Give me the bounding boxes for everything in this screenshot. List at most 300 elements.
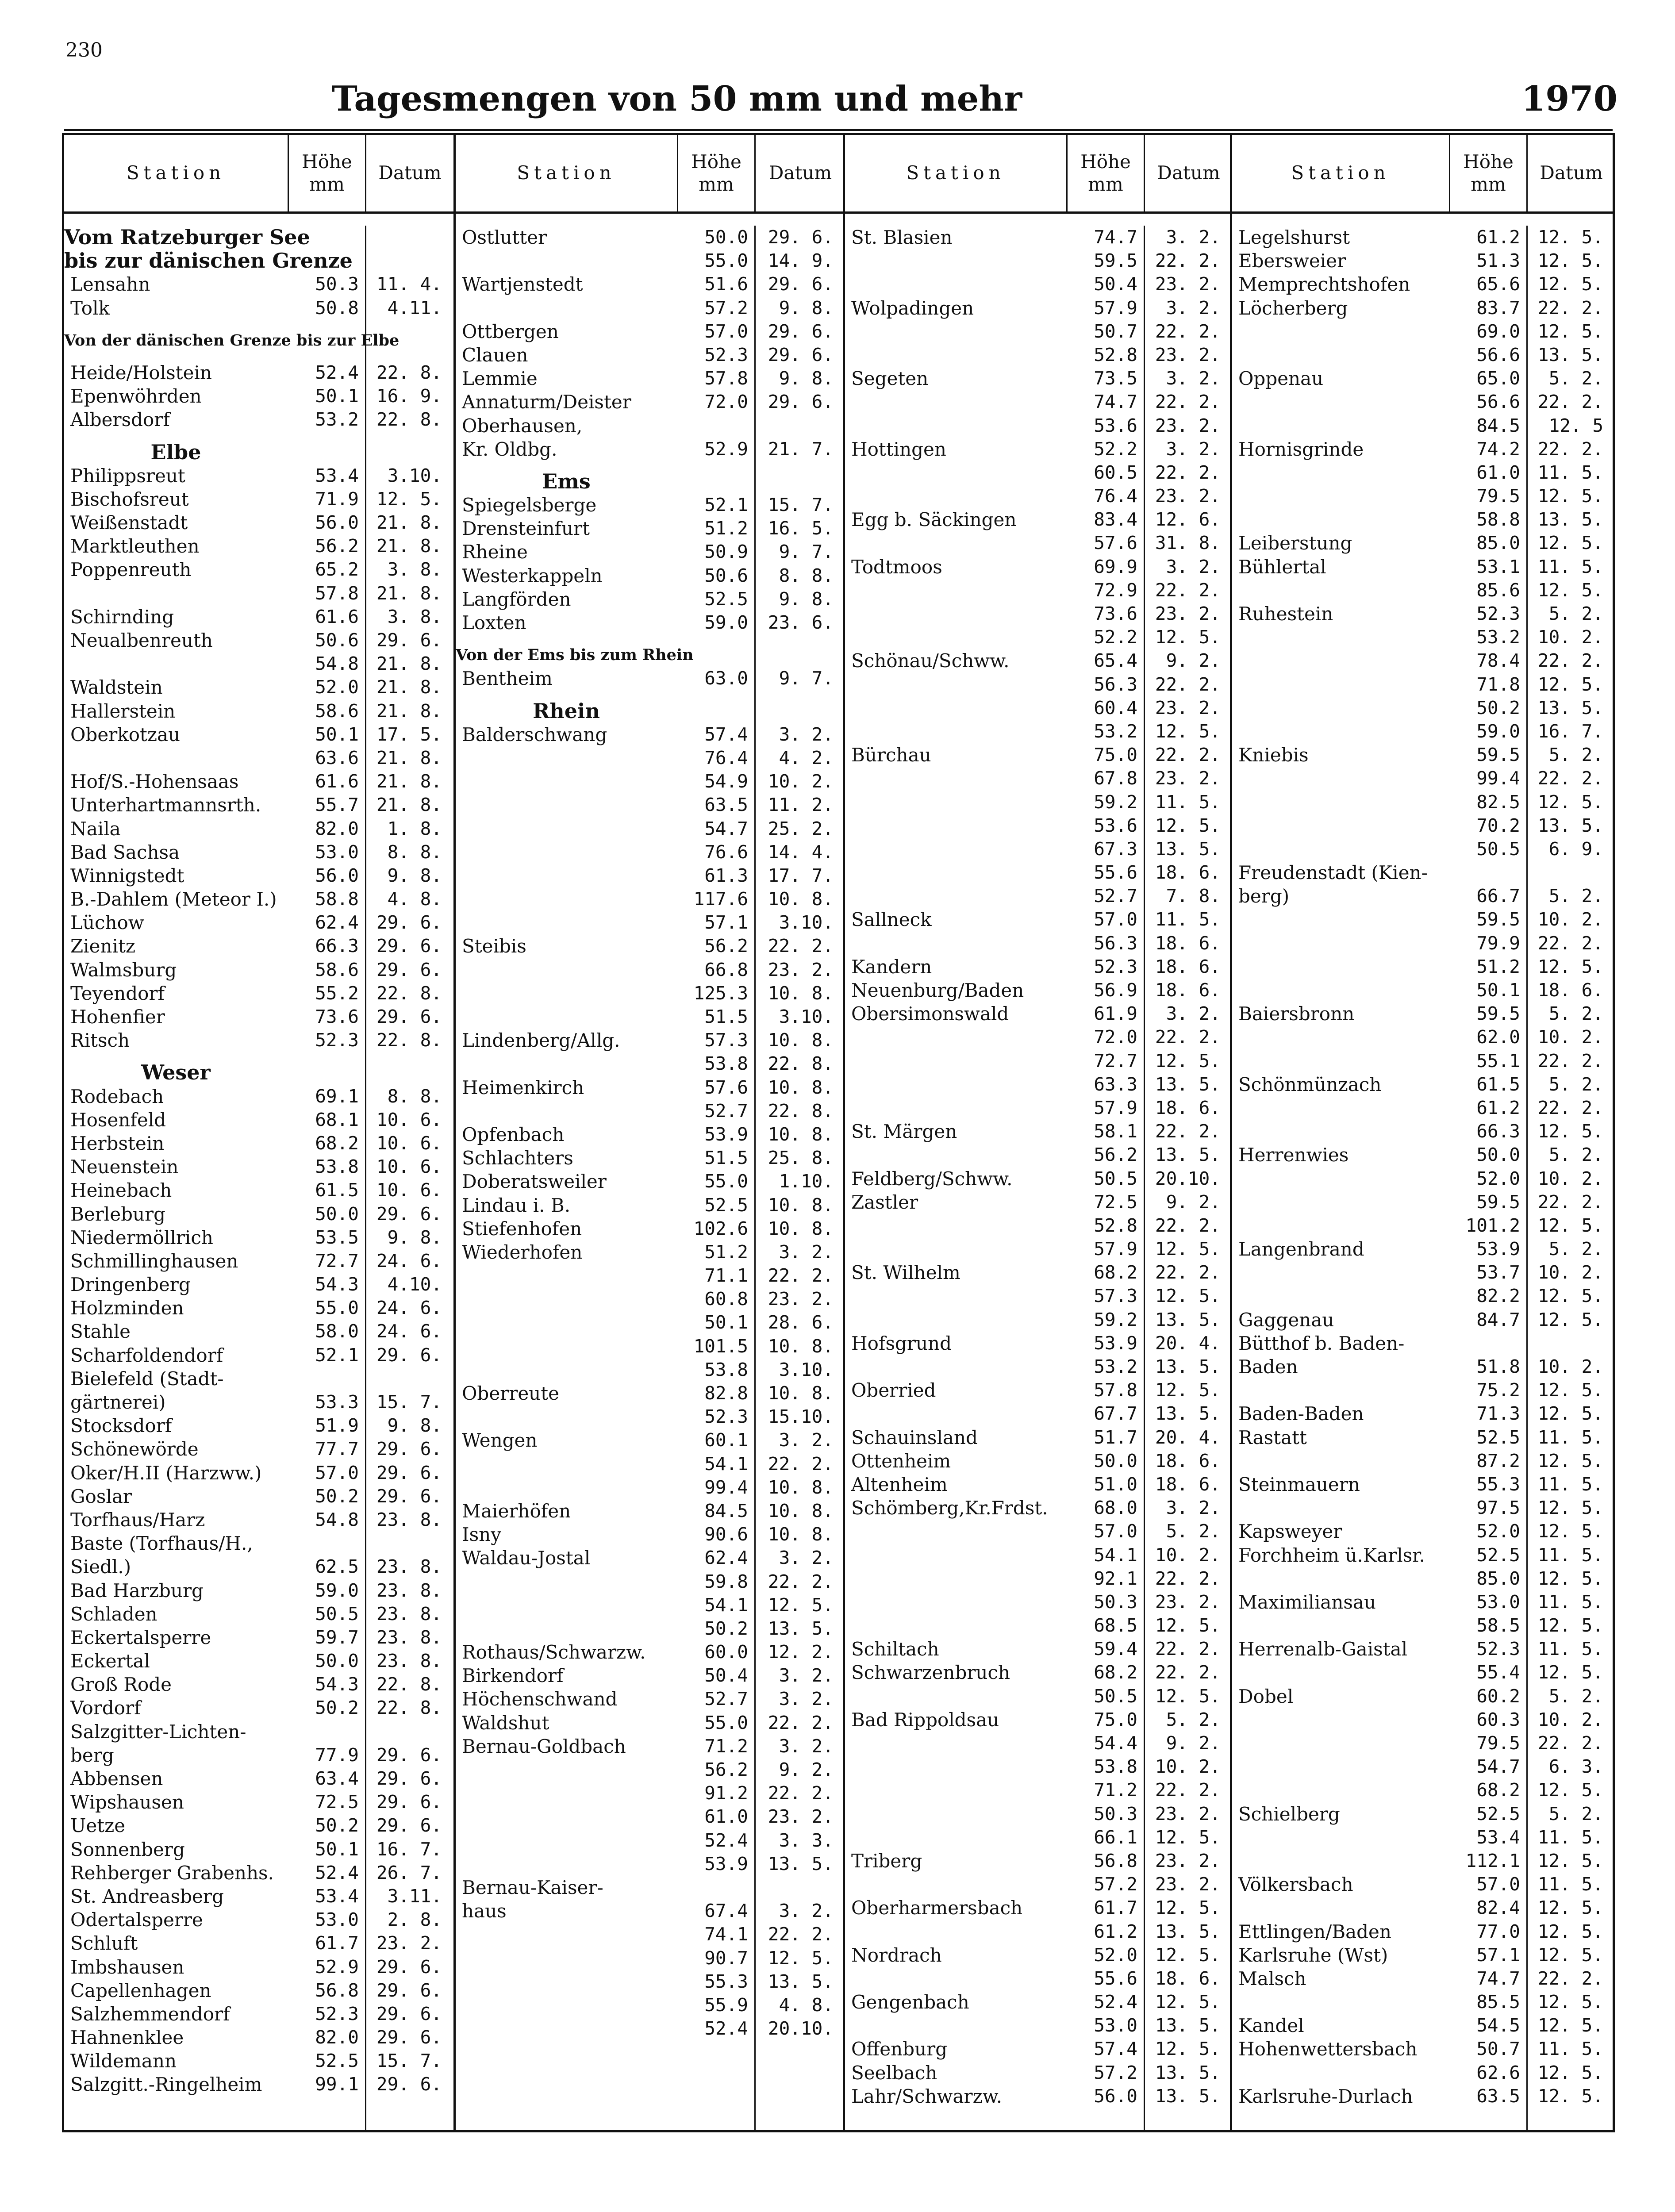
height-mm: 57.0 [1476,1874,1520,1895]
height-mm: 52.2 [1094,626,1137,648]
height-mm: 50.1 [315,723,359,745]
height-mm: 56.2 [704,1759,748,1780]
height-mm: 55.4 [1476,1662,1520,1683]
table-header [64,135,453,214]
table-row [845,508,1230,531]
station-name: Bürchau [851,744,931,766]
table-row [845,649,1230,672]
date: 23. 2. [768,1288,834,1310]
date: 20.10. [768,2018,834,2039]
station-name: Uetze [70,1815,126,1837]
station-name: Triberg [851,1850,922,1872]
table-row [64,1226,453,1249]
date: 12. 5. [1537,1567,1603,1589]
height-mm: 82.2 [1476,1285,1520,1307]
table-row [456,1617,843,1640]
table-row [1232,767,1613,790]
height-mm: 53.4 [1476,1826,1520,1848]
table-row [456,887,843,911]
station-name: Hallerstein [70,700,176,722]
date: 22. 2. [1537,1967,1603,1989]
height-mm: 71.1 [704,1265,748,1286]
station-name: Dobel [1238,1685,1294,1707]
table-row [845,2061,1230,2085]
height-mm: 56.3 [1094,932,1137,954]
date: 22. 2. [768,935,834,957]
date: 12. 5. [1155,626,1221,648]
date: 23. 8. [376,1603,442,1624]
table-row [64,1508,453,1532]
height-mm: 53.0 [1476,1591,1520,1613]
date: 16. 9. [376,385,442,407]
date: 9. 8. [387,1415,442,1436]
date: 11. 5. [1537,1826,1603,1848]
station-name: haus [462,1900,507,1922]
height-mm: 63.4 [315,1768,359,1789]
date: 29. 6. [768,273,834,295]
table-row [64,770,453,793]
height-mm: 79.5 [1476,1732,1520,1754]
height-mm: 59.2 [1094,791,1137,813]
station-name: Zienitz [70,935,135,957]
height-mm: 58.6 [315,700,359,722]
table-row [64,1955,453,1979]
station-name: Spiegelsberge [462,494,597,516]
height-mm: 72.7 [1094,1050,1137,1071]
height-mm: 55.0 [315,1297,359,1319]
date: 3. 2. [1166,368,1221,389]
date: 12. 5. [1155,1050,1221,1071]
table-row [64,1626,453,1649]
station-name: Lahr/Schwarzw. [851,2085,1003,2107]
date: 9. 2. [779,1759,834,1780]
station-name: Vordorf [70,1697,141,1719]
station-name: Baden [1238,1356,1298,1378]
table-row [456,1876,843,1899]
height-mm: 50.5 [1094,1685,1137,1707]
table-row [1232,1637,1613,1661]
date: 13. 5. [1155,2062,1221,2083]
date: 22. 8. [768,1053,834,1075]
table-row [64,1461,453,1485]
height-mm: 52.3 [1476,603,1520,624]
date: 22. 2. [768,1924,834,1945]
section-heading [456,699,843,723]
table-row [1232,414,1613,438]
date: 11. 5. [1537,1591,1603,1613]
height-mm: 57.8 [1094,1379,1137,1401]
date: 13. 5. [1155,1309,1221,1330]
table-row [1232,1896,1613,1920]
date: 3. 8. [387,606,442,627]
date: 9. 7. [779,541,834,563]
date: 9. 7. [779,668,834,689]
date: 29. 6. [376,1815,442,1836]
date: 24. 6. [376,1321,442,1342]
height-mm: 59.8 [704,1571,748,1592]
height-mm: 82.4 [1476,1897,1520,1919]
date: 15. 7. [376,1391,442,1413]
station-name: Schauinsland [851,1426,978,1448]
height-mm: 59.2 [1094,1309,1137,1330]
date: 23. 2. [768,959,834,980]
date: 3. 2. [779,1241,834,1263]
date: 21. 8. [376,700,442,722]
station-name: Salzgitter-Lichten- [70,1720,246,1743]
height-mm: 52.8 [1094,1214,1137,1236]
date: 22. 2. [768,1782,834,1804]
table-row [64,1814,453,1837]
date: 23. 2. [1155,603,1221,624]
date: 22. 8. [376,361,442,383]
date: 12. 5. [1155,1944,1221,1966]
height-mm: 50.4 [1094,273,1137,295]
station-name: Niedermöllrich [70,1226,213,1248]
station-name: Schönau/Schww. [851,650,1010,672]
table-row [1232,2061,1613,2085]
table-row [1232,1025,1613,1049]
height-mm: 71.9 [315,488,359,510]
height-mm: 59.5 [1476,744,1520,766]
height-mm: 50.7 [1094,320,1137,342]
table-row [845,2014,1230,2037]
height-mm: 54.3 [315,1674,359,1695]
date: 8. 8. [387,841,442,863]
height-mm: 55.2 [315,982,359,1004]
height-mm: 50.5 [1476,838,1520,860]
date: 29. 6. [376,630,442,651]
date: 4.11. [387,297,442,319]
table-row [1232,602,1613,626]
date: 12. 5. [768,1947,834,1969]
height-mm: 63.5 [1476,2085,1520,2107]
date: 31. 8. [1155,532,1221,554]
date: 22. 2. [1537,1097,1603,1118]
table-row [845,1732,1230,1755]
station-name: berg [70,1744,114,1766]
date: 22. 2. [1155,1214,1221,1236]
date: 4.10. [387,1274,442,1295]
height-mm: 53.7 [1476,1262,1520,1283]
height-mm: 71.2 [1094,1779,1137,1801]
date: 5. 2. [1548,603,1603,624]
height-mm: 69.0 [1476,320,1520,342]
height-mm: 63.0 [704,668,748,689]
table-row [456,1476,843,1499]
table-row [64,488,453,511]
date: 12. 5. [1537,1285,1603,1307]
station-name: Leiberstung [1238,532,1352,554]
table-row [64,1532,453,1555]
date: 22. 2. [1537,1732,1603,1754]
station-name: Ruhestein [1238,603,1333,625]
table-row [456,1335,843,1358]
table-row [64,1790,453,1814]
table-row [456,1311,843,1334]
date: 3.10. [387,465,442,486]
date: 23. 2. [1155,273,1221,295]
table-row [845,2085,1230,2108]
station-name: Ettlingen/Baden [1238,1920,1391,1943]
height-mm: 57.0 [704,320,748,342]
date: 26. 7. [376,1862,442,1883]
height-mm: 56.8 [1094,1850,1137,1871]
station-name: Unterhartmannsrth. [70,794,261,816]
height-mm: 57.8 [704,368,748,389]
table-row [845,1755,1230,1778]
table-row [845,1943,1230,1967]
table-row [845,579,1230,602]
date: 21. 7. [768,438,834,460]
station-name: Scharfoldendorf [70,1344,223,1366]
date: 29. 6. [376,1344,442,1366]
table-body [64,226,453,2130]
table-row [1232,1049,1613,1073]
height-mm: 50.2 [1476,697,1520,718]
height-mm: 63.6 [315,747,359,768]
height-mm: 72.5 [315,1791,359,1813]
height-mm: 52.4 [1094,1991,1137,2013]
station-name: Marktleuthen [70,535,200,557]
table-row [64,676,453,699]
table-row [845,1685,1230,1708]
station-name: Oberreute [462,1382,559,1404]
station-name: Altenheim [851,1473,948,1495]
station-name: Kniebis [1238,744,1309,766]
height-mm: 65.4 [1094,650,1137,672]
date: 22. 8. [376,982,442,1004]
station-name: Schluft [70,1932,138,1955]
station-name: Naila [70,818,121,840]
table-row [456,1970,843,1993]
height-mm: 61.7 [1094,1897,1137,1919]
height-mm: 54.9 [704,771,748,792]
table-row [456,1405,843,1429]
date: 29. 6. [376,2027,442,2048]
height-mm: 66.1 [1094,1826,1137,1848]
table-row [456,958,843,982]
height-mm: 67.7 [1094,1403,1137,1425]
station-name: Nordrach [851,1944,942,1966]
table-row [1232,1190,1613,1214]
station-name: Schönmünzach [1238,1073,1382,1095]
date: 23. 2. [1155,1850,1221,1871]
header-station: Station [1291,162,1390,184]
date: 29. 6. [376,2074,442,2095]
height-mm: 73.6 [1094,603,1137,624]
date: 22. 2. [768,1712,834,1733]
height-mm: 55.6 [1094,1967,1137,1989]
station-name: Heimenkirch [462,1076,584,1098]
date: 23. 8. [376,1579,442,1601]
date: 4. 2. [779,747,834,768]
date: 3.10. [779,1006,834,1027]
table-row [845,791,1230,814]
date: 23. 2. [1155,415,1221,436]
table-row [64,1908,453,1932]
table-row [1232,1826,1613,1849]
height-mm: 85.0 [1476,532,1520,554]
date: 29. 6. [376,1768,442,1789]
date: 12. 5. [1155,814,1221,836]
date: 15. 7. [768,494,834,516]
height-mm: 66.3 [315,935,359,957]
date: 3. 2. [779,723,834,745]
station-name: Holzminden [70,1297,184,1319]
height-mm: 58.5 [1476,1615,1520,1636]
height-mm: 57.0 [315,1462,359,1483]
table-row [845,1849,1230,1873]
station-name: Oberhausen, [462,415,583,437]
height-mm: 56.3 [1094,673,1137,695]
height-mm: 62.5 [315,1556,359,1578]
date: 23. 8. [376,1626,442,1648]
table-row [64,841,453,864]
height-mm: 59.7 [315,1626,359,1648]
date: 10. 6. [376,1132,442,1154]
height-mm: 57.0 [1094,1521,1137,1542]
date: 3. 2. [779,1688,834,1710]
station-name: Ebersweier [1238,250,1346,272]
station-name: Lindau i. B. [462,1194,571,1216]
date: 10. 6. [376,1179,442,1201]
date: 12. 5. [1537,1450,1603,1471]
height-mm: 51.9 [315,1415,359,1436]
height-mm: 59.4 [1094,1638,1137,1660]
height-mm: 63.3 [1094,1073,1137,1095]
table-row [1232,1261,1613,1284]
date: 22. 8. [376,1674,442,1695]
date: 5. 2. [1166,1709,1221,1730]
date: 3. 3. [779,1829,834,1851]
table-row [845,861,1230,884]
table-row [845,1261,1230,1284]
height-mm: 74.1 [704,1924,748,1945]
table-row [64,2073,453,2096]
table-row [64,911,453,934]
table-row [456,1923,843,1946]
table-row [1232,1708,1613,1732]
height-mm: 53.9 [1476,1238,1520,1260]
table-row [456,1570,843,1594]
height-mm: 70.2 [1476,814,1520,836]
table-row [845,1520,1230,1543]
height-mm: 50.4 [704,1665,748,1686]
spacer-row [64,432,453,441]
date: 25. 8. [768,1147,834,1169]
date: 12. 5. [1155,1615,1221,1636]
table-row [845,414,1230,438]
table-row [64,2002,453,2026]
station-name: bis zur dänischen Grenze [64,249,353,273]
table-row [845,1143,1230,1167]
date: 22. 2. [1537,1191,1603,1213]
height-mm: 54.3 [315,1274,359,1295]
date: 12. 5. [1155,1379,1221,1401]
table-row [456,911,843,934]
date: 5. 2. [1548,1803,1603,1824]
date: 13. 5. [1155,2015,1221,2036]
table-row [1232,932,1613,955]
table-row [456,793,843,817]
height-mm: 55.0 [704,1171,748,1192]
date: 12. 5. [1537,320,1603,342]
station-name: Rehberger Grabenhs. [70,1862,274,1884]
station-name: Hosenfeld [70,1109,166,1131]
height-mm: 56.0 [1094,2085,1137,2107]
height-mm: 60.0 [704,1641,748,1663]
date: 12. 5. [1537,485,1603,507]
height-mm: 66.3 [1476,1121,1520,1142]
height-mm: 69.9 [1094,556,1137,577]
date: 5. 2. [1548,1073,1603,1095]
date: 22. 2. [1537,391,1603,413]
height-mm: 61.2 [1094,1920,1137,1942]
date: 21. 8. [376,794,442,816]
table-row [845,767,1230,790]
date: 12. 5. [1537,1662,1603,1683]
table-row [845,1637,1230,1661]
table-row [456,1805,843,1828]
table-row [845,908,1230,931]
date: 10. 2. [1537,909,1603,930]
date: 22. 2. [1155,250,1221,272]
height-mm: 53.4 [315,465,359,486]
station-name: Maximiliansau [1238,1591,1376,1613]
table-row [64,2049,453,2073]
height-mm: 58.8 [1476,509,1520,530]
date: 22. 2. [1155,1567,1221,1589]
header-datum: Datum [1526,135,1615,211]
date: 4. 8. [387,888,442,910]
header-datum: Datum [1144,135,1232,211]
station-name: Langförden [462,588,571,610]
station-name: Albersdorf [70,409,170,431]
station-name: Karlsruhe-Durlach [1238,2085,1413,2107]
station-name: Herrenwies [1238,1144,1349,1166]
date: 18. 6. [1155,1473,1221,1495]
station-name: Schwarzenbruch [851,1662,1010,1684]
section-heading [456,470,843,493]
table-row [1232,1990,1613,2014]
table-row [1232,1237,1613,1261]
table-row [456,1711,843,1735]
height-mm: 60.4 [1094,697,1137,718]
height-mm: 50.6 [704,565,748,586]
station-name: Wengen [462,1429,538,1452]
date: 23. 2. [1155,697,1221,718]
height-mm: 58.0 [315,1321,359,1342]
table-row [845,1496,1230,1520]
height-mm: 79.9 [1476,932,1520,954]
station-name: Ems [542,469,591,493]
date: 12. 5. [1537,1920,1603,1942]
table-row [1232,1849,1613,1873]
date: 3. 2. [779,1735,834,1757]
date: 10. 2. [1537,626,1603,648]
station-name: Seelbach [851,2062,937,2084]
station-name: Neualbenreuth [70,630,213,651]
table-row [1232,1920,1613,1943]
station-name: Kandern [851,956,932,978]
date: 17. 5. [376,723,442,745]
table-row [456,1947,843,1970]
date: 13. 5. [1155,1144,1221,1166]
date: 13. 5. [1537,344,1603,365]
table-row [845,1379,1230,1402]
station-name: Dringenberg [70,1274,191,1296]
height-mm: 52.0 [1476,1521,1520,1542]
